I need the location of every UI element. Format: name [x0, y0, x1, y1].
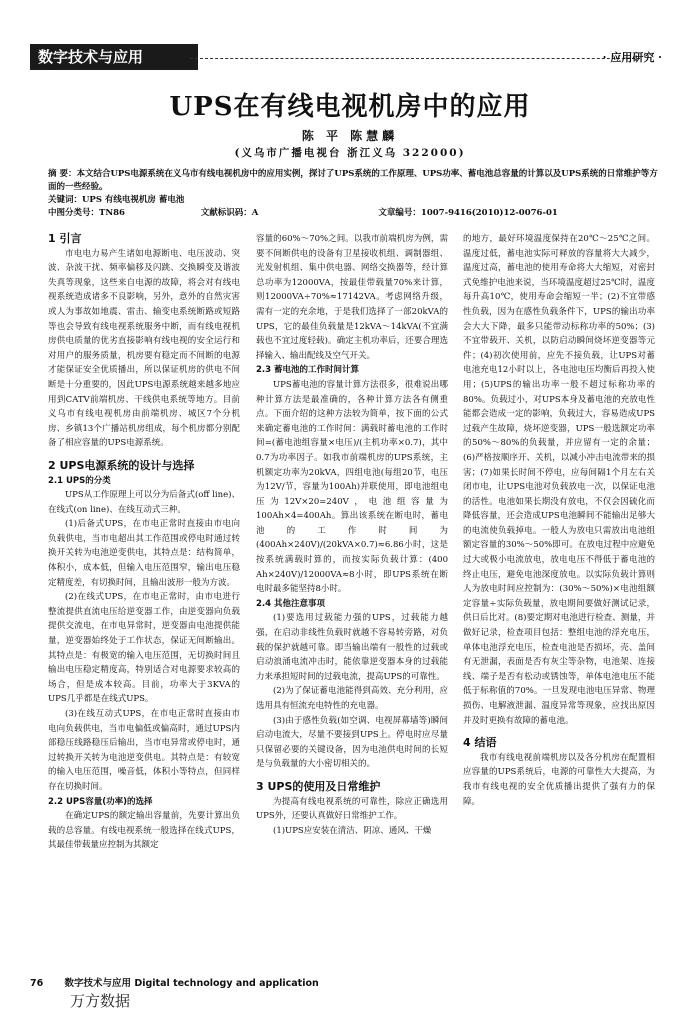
paragraph: (1)UPS应安装在清洁、阴凉、通风、干燥: [273, 825, 432, 836]
paragraph: 容量的60%～70%之间。以我市前端机房为例，需要不间断供电的设备有卫星接收机组、调制器组、光发射机组、集中供电器、网络交换器等，经计算总功率为12000VA，按最佳带载量70%来计算，则12000VA÷70%≈17142VA。考虑网络升级，需有一定的充余地，于是我们选择了一部20kVA的UPS，它的最佳负载量是12kVA～14kVA(不宜满载也不宜过度轻载)。确定主机功率后，还要合理选择输入、输出配线及空气开关。: [256, 234, 448, 361]
page-number: 76: [30, 978, 44, 989]
section-tag: · 应用研究 ·: [602, 51, 662, 64]
paragraph: (1)要选用过载能力强的UPS，过载能力越强，在启动非线性负载时就越不容易转旁路，对负载的保护就越可靠。即当输出端有一般性的过载或启动浪涌电流冲击时，能依靠逆变器本身的过载能力来承担短时间的过载电流，提高UPS的可靠性。: [256, 613, 448, 682]
article-authors: 陈 平 陈慧麟: [301, 129, 399, 143]
paragraph: 市电电力易产生诸如电源断电、电压波动、突波、杂波干扰、频率偏移及闪跳、交换瞬变及谐波失真等现象，这些来自电源的故障，将会对有线电视系统造成诸多不良影响，另外，意外的自然灾害或人为事故如地震、雷击、输变电系统断路或短路等也会导致有线电视系统服务中断，而有线电视机房供电质量的优劣直接影响有线电视的安全运行和对用户的服务质量，机房要有稳定而不间断的电源才能保证安全优质播出，所以保证机房的供电不间断是十分重要的，因此UPS电源系统越来越多地应用到CATV前端机房、干线供电系统等地方。目前义乌市有线电视机房由前端机房、城区7个分机房、乡镇13个广播站机房组成，每个机房都分别配备了相应容量的UPS电源系统。: [48, 248, 240, 449]
watermark: 万方数据: [70, 992, 131, 1010]
heading-introduction: 1 引言: [48, 232, 82, 245]
abstract: [48, 168, 658, 194]
heading-2-4: 2.4 其他注意事项: [256, 598, 326, 609]
keywords: [48, 194, 658, 207]
paragraph: 的地方，最好环境温度保持在20℃～25℃之间。温度过低，蓄电池实际可释放的容量将大大减少，温度过高，蓄电池的使用寿命将大大缩短，对密封式免维护电池来说，当环境温度超过25℃时，温度每升高10℃，使用寿命会缩短一半；(2)不宜带感性负载，因为在感性负载条件下，UPS的输出功率会大大下降，最多只能带动标称功率的50%；(3)不宜带载开、关机，以防启动瞬间烧坏逆变器等元件；(4)初次使用前，应先不接负载，让UPS对蓄电池充电12小时以上，各电池电压均衡后再投入使用；(5)UPS的输出功率一般不超过标称功率的80%。负载过小，对UPS本身及蓄电池的充放电性能都会造成一定的影响，负载过大，容易造成UPS过载产生故障，烧坏逆变器，UPS一般选额定功率的50%～80%的负载量，并应留有一定的余量；(6)严格按顺序开、关机，以减小冲击电流带来的损害；(7)如果长时间不停电，应每间隔1个月左右关闭市电，让UPS电池对负载放电一次，以保证电池的活性。电池如果长期没有放电，不仅会因硫化而降低容量，还会造成UPS电池瞬间不能输出足够大的电流使负载掉电。一般人为放电只需放出电池组额定容量的30%～50%即可。在放电过程中应避免过大或极小电流放电，放电电压不得低于蓄电池的终止电压，避免电池深度放电。以实际负载计算则人为放电时间应控制为：(30%～50%)×电池组额定容量÷实际负载量，放电期间要做好测试记录，供日后比对。(8)要定期对电池进行检查、测量，并做好记录，检查项目包括：整组电池的浮充电压，单体电池浮充电压，检查电池是否损坏，壳、盖间有无泄漏，表面是否有灰尘等杂物，电池架、连接线、端子是否有松动或锈蚀等，单体电池电压不能低于标称值的70%。一旦发现电池电压异常、物理损伤、电解液泄漏、温度异常等现象，应找出原因并及时更换有故障的蓄电池。: [463, 234, 655, 726]
paragraph: UPS从工作原理上可以分为后备式(off line)、在线式(on line)、在线互动式三种。: [48, 490, 240, 515]
paragraph: 我市有线电视前端机房以及各分机房在配置相应容量的UPS系统后，电源的可靠性大大提高，为我市有线电视的安全优质播出提供了强有力的保障。: [463, 752, 655, 807]
heading-2-2: 2.2 UPS容量(功率)的选择: [48, 796, 153, 807]
keywords-label: 关键词：: [48, 195, 83, 205]
paragraph: 在确定UPS的额定输出容量前，先要计算出负载的总容量。有线电视系统一般选择在线式UPS，其最佳带载量应控制为其额定: [48, 811, 240, 851]
column-2: [256, 232, 448, 838]
heading-design: 2 UPS电源系统的设计与选择: [48, 458, 195, 472]
clc-code: 中图分类号：TN86: [48, 208, 125, 218]
header-rule: [190, 58, 640, 59]
article-affiliation: (义乌市广播电视台 浙江义乌 322000): [234, 147, 466, 159]
paragraph: UPS蓄电池的容量计算方法很多，很难说出哪种计算方法是最准确的，各种计算方法各有侧重点。下面介绍的这种方法较为简单，按下面的公式来确定蓄电池的工作时间：满载时蓄电池的工作时间=(蓄电池组容量×电压)/(主机功率×0.7)，其中0.7为功率因子。如我市前端机房的UPS系统，主机额定功率为20kVA，四组电池(每组20节，电压为12V/节，容量为100Ah)并联使用，即电池组电压为12V×20=240V，电池组容量为100Ah×4=400Ah。算出该系统在断电时，蓄电池的工作时间为(400Ah×240V)/(20kVA×0.7)≈6.86小时，这是按系统满载时算的，而按实际负载计算：(400 Ah×240V)/12000VA≈8小时，即UPS系统在断电时最多能坚持8小时。: [256, 379, 448, 595]
classification-line: [48, 207, 658, 220]
abstract-text: 本文结合UPS电源系统在义乌市有线电视机房中的应用实例，探讨了UPS系统的工作原理、UPS功率、蓄电池总容量的计算以及UPS系统的日常维护等方面的一些经验。: [48, 169, 658, 192]
paragraph: (3)由于感性负载(如空调、电视屏幕墙等)瞬间启动电流大，尽量不要接到UPS上。停电时应尽量只保留必要的关键设备，因为电池供电时间的长短是与负载量的大小密切相关的。: [256, 715, 448, 770]
keywords-text: UPS 有线电视机房 蓄电池: [82, 195, 185, 205]
paragraph: (1)后备式UPS，在市电正常时直接由市电向负载供电，当市电超出其工作范围或停电时通过转换开关转为电池逆变供电，其特点是：结构简单，体积小，成本低，但输入电压范围窄，输出电压稳定精度差，有切换时间，且输出波形一般为方波。: [48, 519, 240, 588]
paragraph: (2)为了保证蓄电池能得到高效、充分利用，应选用具有恒流充电特性的充电器。: [256, 686, 448, 711]
heading-2-3: 2.3 蓄电池的工作时间计算: [256, 365, 360, 376]
article-number: 文章编号：1007-9416(2010)12-0076-01: [378, 208, 558, 218]
article-title: UPS在有线电视机房中的应用: [169, 92, 531, 122]
column-1: [48, 232, 240, 853]
doc-code: 文献标识码：A: [200, 208, 259, 218]
journal-banner: 数字技术与应用: [30, 44, 198, 70]
paragraph: (2)在线式UPS，在市电正常时，由市电进行整流提供直流电压给逆变器工作，由逆变器向负载提供交流电，在市电异常时，逆变器由电池提供能量，逆变器始终处于工作状态，保证无间断输出。其特点是：有极宽的输入电压范围，无切换时间且输出电压稳定精度高，特别适合对电源要求较高的场合，但是成本较高。目前，功率大于3KVA的UPS几乎都是在线式UPS。: [48, 592, 240, 705]
heading-2-1: 2.1 UPS的分类: [48, 475, 111, 486]
paragraph: (3)在线互动式UPS，在市电正常时直接由市电向负载供电，当市电偏低或偏高时，通过UPS内部稳压线路稳压后输出，当市电异常或停电时，通过转换开关转为电池逆变供电。其特点是：有较宽的输入电压范围，噪音低，体积小等特点，但同样存在切换时间。: [48, 709, 240, 792]
abstract-label: 摘 要：: [48, 169, 77, 179]
heading-conclusion: 4 结语: [463, 736, 497, 750]
column-3: [463, 232, 655, 809]
heading-maintenance: 3 UPS的使用及日常维护: [256, 779, 381, 793]
journal-name: 数字技术与应用 Digital technology and application: [64, 978, 319, 989]
paragraph: 为提高有线电视系统的可靠性，除应正确选用UPS外，还要认真做好日常维护工作。: [256, 796, 448, 822]
page-footer: [30, 975, 319, 989]
